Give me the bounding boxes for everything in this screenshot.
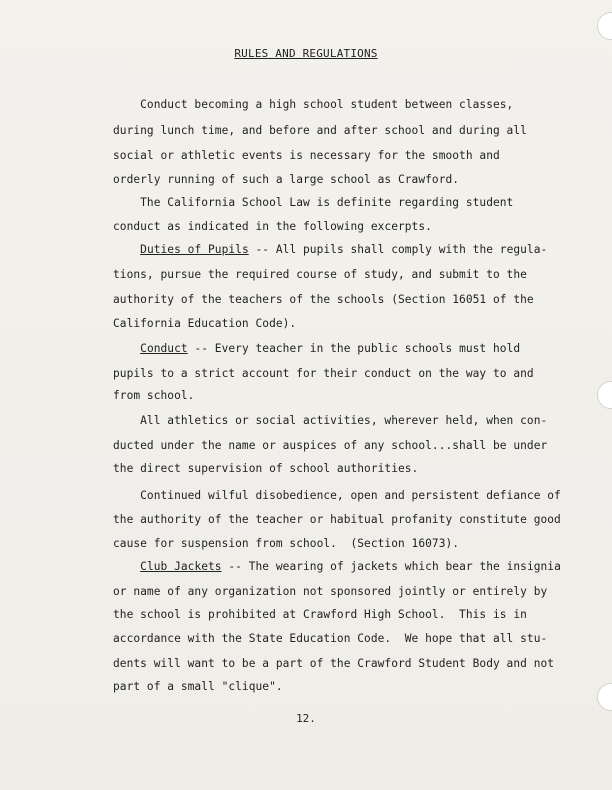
text-line: the direct supervision of school authorities. (113, 462, 419, 475)
text-segment: -- All pupils shall comply with the regula- (248, 243, 548, 256)
binder-hole-bottom (597, 683, 612, 711)
section-heading: Conduct (140, 342, 188, 355)
text-line: the authority of the teacher or habitual profanity constitute good (113, 513, 561, 526)
text-line: accordance with the State Education Code. We hope that all stu- (113, 632, 548, 645)
text-line: cause for suspension from school. (Section 16073). (113, 537, 460, 550)
text-line: from school. (113, 389, 195, 402)
text-segment: -- The wearing of jackets which bear the insignia (221, 560, 561, 573)
text-line: conduct as indicated in the following excerpts. (113, 220, 432, 233)
text-line: social or athletic events is necessary for the smooth and (113, 149, 500, 162)
text-segment: -- Every teacher in the public schools must hold (187, 342, 521, 355)
text-line: All athletics or social activities, wherever held, when con- (113, 414, 548, 427)
text-line: pupils to a strict account for their conduct on the way to and (113, 367, 534, 380)
text-line: orderly running of such a large school as Crawford. (113, 173, 460, 186)
section-heading: Club Jackets (140, 560, 222, 573)
page-number: 12. (296, 712, 316, 725)
text-line: part of a small "clique". (113, 680, 283, 693)
text-line: ducted under the name or auspices of any school...shall be under (113, 439, 548, 452)
page-title: RULES AND REGULATIONS (234, 47, 378, 60)
text-line: tions, pursue the required course of study, and submit to the (113, 268, 527, 281)
text-line: or name of any organization not sponsored jointly or entirely by (113, 585, 548, 598)
text-line: during lunch time, and before and after school and during all (113, 124, 527, 137)
binder-hole-middle (597, 381, 612, 409)
text-line: California Education Code). (113, 317, 297, 330)
text-line: dents will want to be a part of the Crawford Student Body and not (113, 657, 555, 670)
text-line: The California School Law is definite regarding student (113, 196, 514, 209)
text-line: authority of the teachers of the schools (Section 16051 of the (113, 293, 534, 306)
binder-hole-top (597, 12, 612, 40)
section-duties-of-pupils (113, 243, 547, 256)
text-line: the school is prohibited at Crawford High School. This is in (113, 608, 527, 621)
text-line: Conduct becoming a high school student between classes, (113, 98, 514, 111)
section-conduct (113, 342, 520, 355)
text-line: Continued wilful disobedience, open and persistent defiance of (113, 489, 561, 502)
section-heading: Duties of Pupils (140, 243, 249, 256)
section-club-jackets (113, 560, 561, 573)
